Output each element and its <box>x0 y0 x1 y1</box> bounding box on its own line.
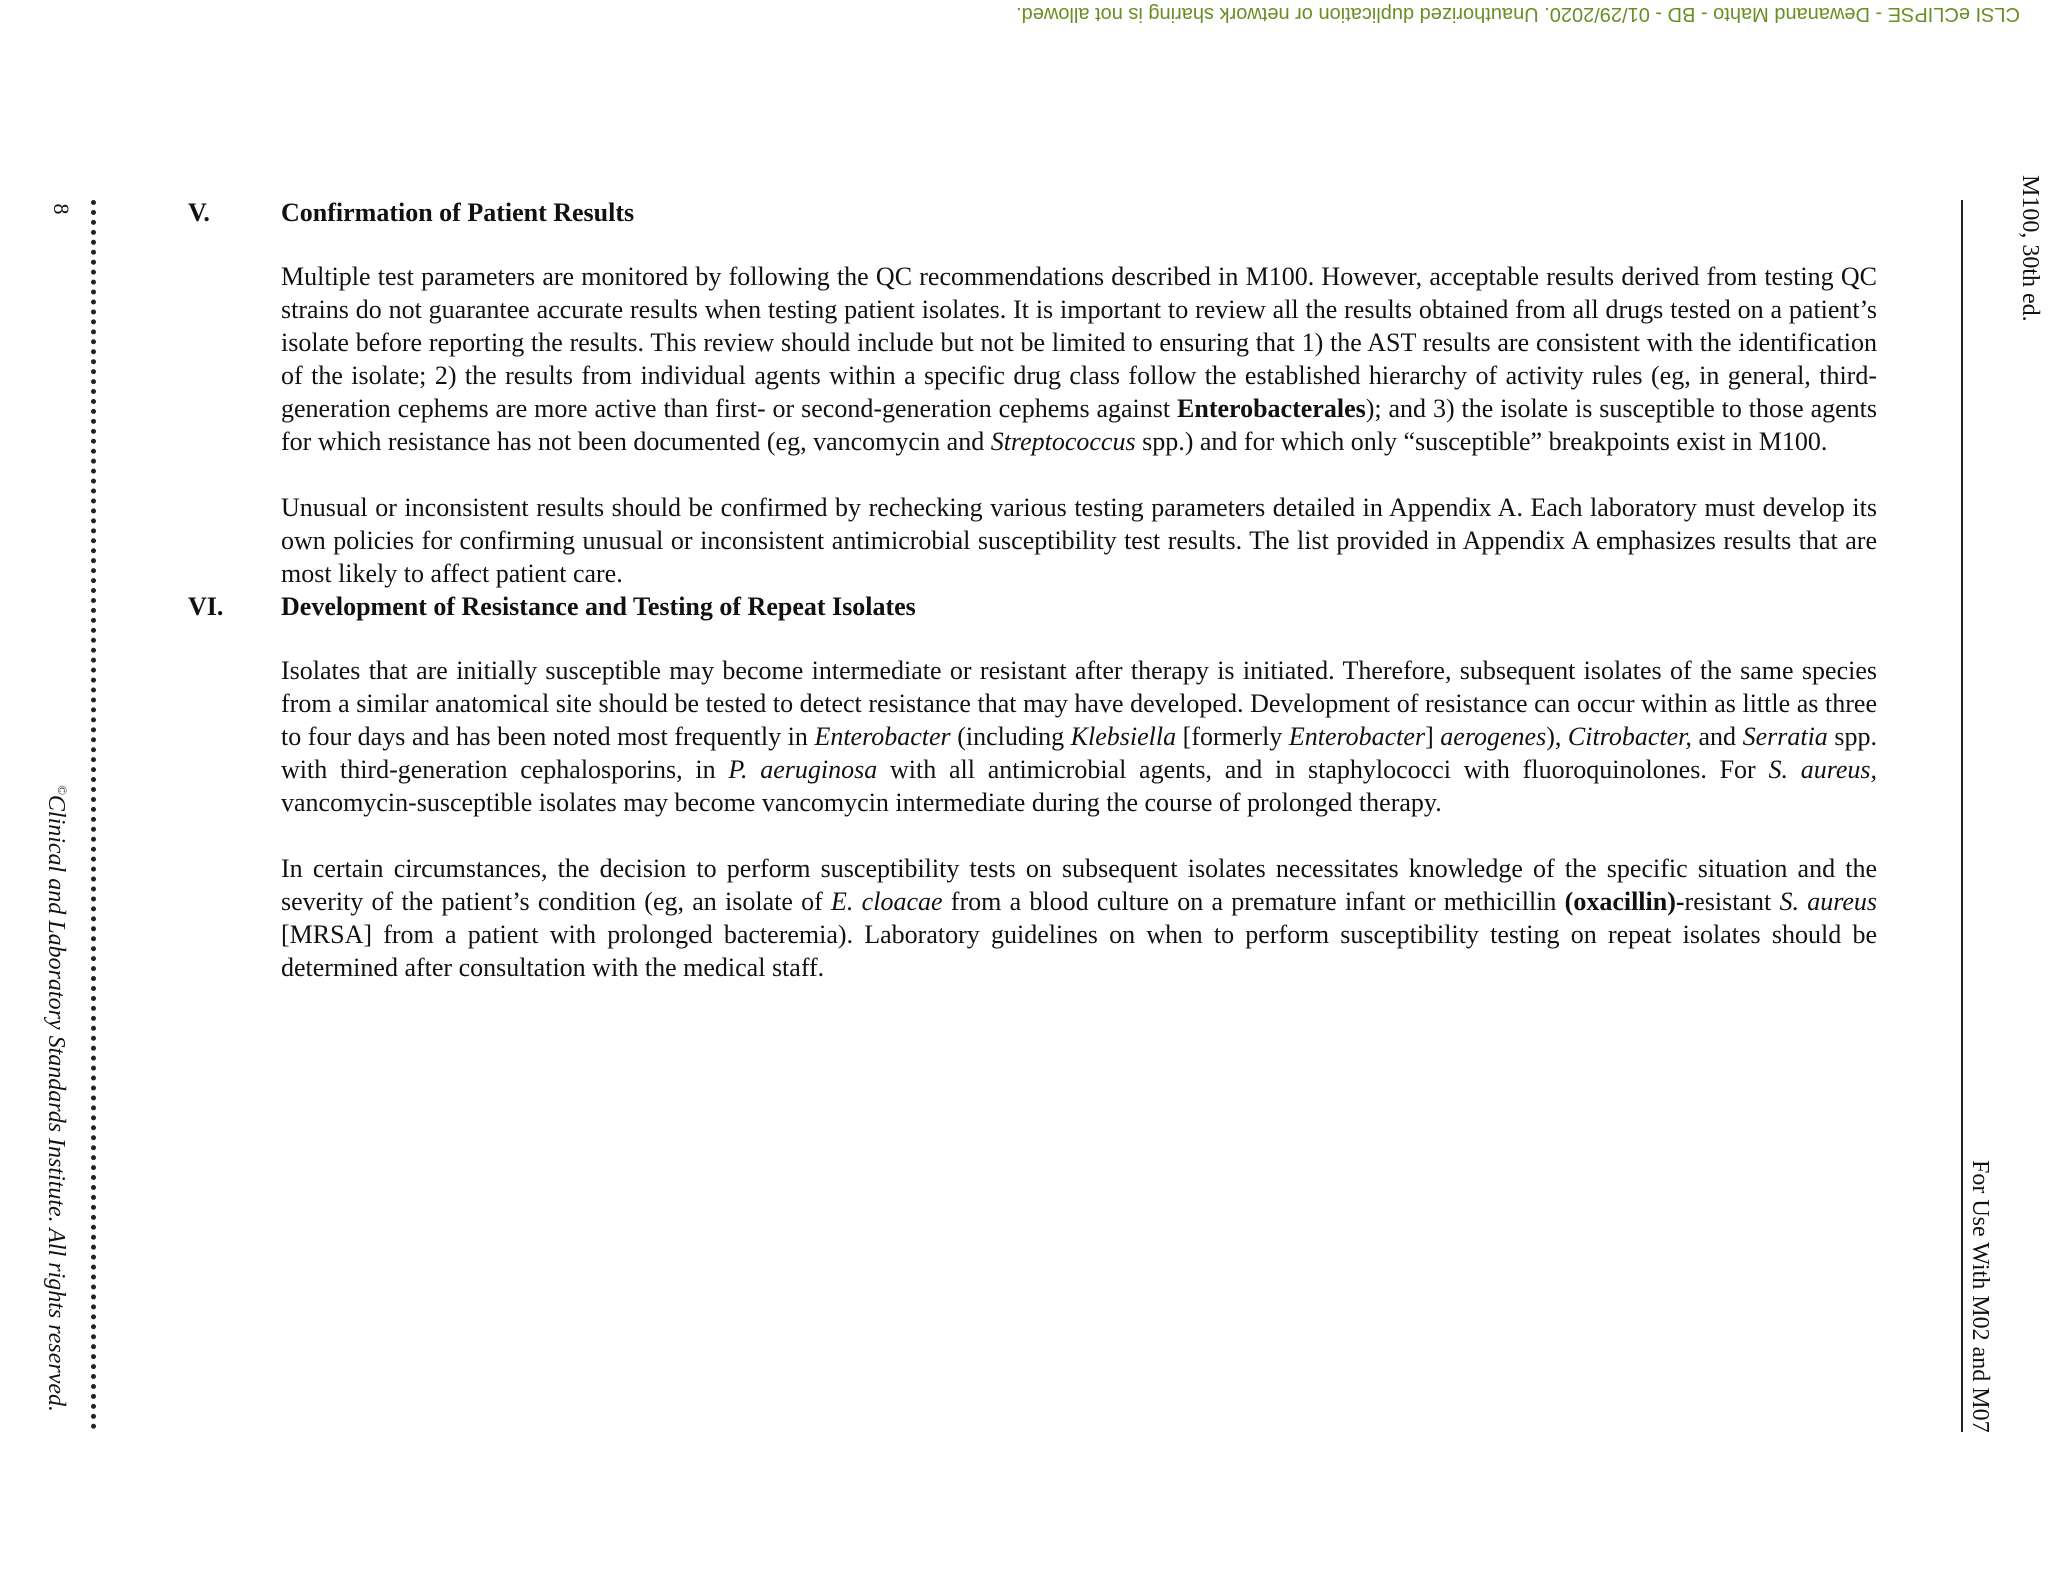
edition-label: M100, 30th ed. <box>2017 175 2043 322</box>
paragraph: In certain circumstances, the decision to perform susceptibility tests on subsequent isolates necessitates knowledge of the specific situation and the severity of the patient’s condition (eg, an isolate of E. cloacae from a blood culture on a premature infant or methicillin (oxacillin)-resistant S. aureus [MRSA] from a patient with prolonged bacteremia). Laboratory guidelines on when to perform susceptibility testing on repeat isolates should be determined after consultation with the medical staff. <box>281 854 1877 982</box>
paragraph: Isolates that are initially susceptible may become intermediate or resistant after therapy is initiated. Therefore, subsequent isolates of the same species from a similar anatomical site should be tested to detect resistance that may have developed. Development of resistance can occur within as little as three to four days and has been noted most frequently in Enterobacter (including Klebsiella [formerly Enterobacter] aerogenes), Citrobacter, and Serratia spp. with third-generation cephalosporins, in P. aeruginosa with all antimicrobial agents, and in staphylococci with fluoroquinolones. For S. aureus, vancomycin-susceptible isolates may become vancomycin intermediate during the course of prolonged therapy. <box>281 656 1878 817</box>
watermark: CLSI eCLIPSE - Dewanand Mahto - BD - 01/29/2020. Unauthorized duplication or network sharing is not allowed. <box>1016 3 2020 25</box>
section-number: VI. <box>188 592 224 621</box>
copyright-symbol: © <box>55 785 70 795</box>
section-heading <box>188 196 1888 230</box>
dotted-rule <box>91 200 96 1430</box>
page-number: 8 <box>49 203 74 215</box>
section-title: Development of Resistance and Testing of Repeat Isolates <box>281 592 916 621</box>
paragraph: Unusual or inconsistent results should be confirmed by rechecking various testing parameters detailed in Appendix A. Each laboratory must develop its own policies for confirming unusual or inconsistent antimicrobial susceptibility test results. The list provided in Appendix A emphasizes results that are most likely to affect patient care. <box>281 493 1877 588</box>
page-content <box>188 196 1888 984</box>
section <box>188 590 1888 984</box>
right-rule <box>1961 200 1963 1432</box>
section <box>188 196 1888 590</box>
section-title: Confirmation of Patient Results <box>281 198 635 227</box>
paragraph: Multiple test parameters are monitored by following the QC recommendations described in M100. However, acceptable results derived from testing QC strains do not guarantee accurate results when testing patient isolates. It is important to review all the results obtained from all drugs tested on a patient’s isolate before reporting the results. This review should include but not be limited to ensuring that 1) the AST results are consistent with the identification of the isolate; 2) the results from individual agents within a specific drug class follow the established hierarchy of activity rules (eg, in general, third-generation cephems are more active than first- or second-generation cephems against Enterobacterales); and 3) the isolate is susceptible to those agents for which resistance has not been documented (eg, vancomycin and Streptococcus spp.) and for which only “susceptible” breakpoints exist in M100. <box>281 262 1877 456</box>
copyright-notice <box>43 785 77 1412</box>
copyright-text: Clinical and Laboratory Standards Institute. All rights reserved. <box>43 794 69 1412</box>
section-heading <box>188 590 1888 624</box>
for-use-label: For Use With M02 and M07 <box>1967 1160 1993 1433</box>
section-number: V. <box>188 198 210 227</box>
